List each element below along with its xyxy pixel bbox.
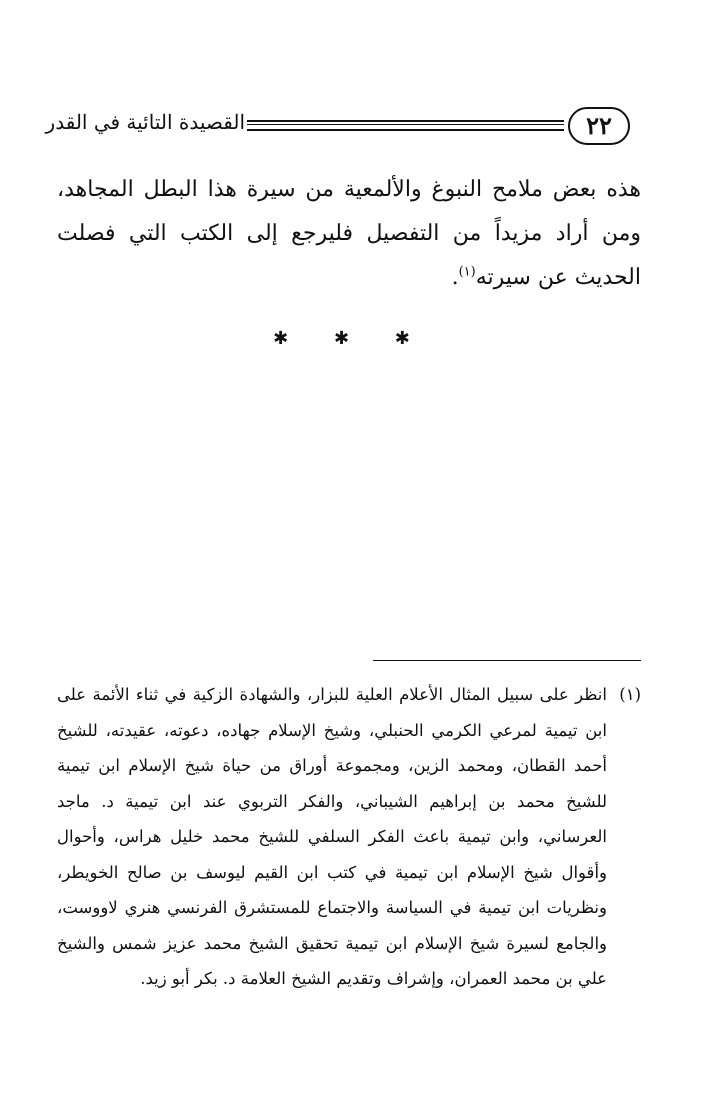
end-punctuation: . (451, 265, 459, 290)
page-number: ٢٢ (568, 107, 630, 145)
section-separator: ✱ ✱ ✱ (273, 328, 430, 349)
footnote-number: (١) (619, 685, 641, 704)
footnote (57, 677, 641, 997)
body-paragraph (57, 168, 641, 300)
footnote-text: انظر على سبيل المثال الأعلام العلية للبزار، والشهادة الزكية في ثناء الأئمة على ابن تيمية لمرعي الكرمي الحنبلي، وشيخ الإسلام جهاده، دعوته، عقيدته، للشيخ أحمد القطان، ومحمد الزين، ومجموعة أوراق من حياة شيخ الإسلام ابن تيمية للشيخ محمد بن إبراهيم الشيباني، والفكر التربوي عند ابن تيمية د. ماجد العرساني، وابن تيمية باعث الفكر السلفي للشيخ محمد خليل هراس، وأحوال وأقوال شيخ الإسلام ابن تيمية في كتب ابن القيم ليوسف بن صالح الخويطر، ونظريات ابن تيمية في السياسة والاجتماع للمستشرق الفرنسي هنري لاووست، والجامع لسيرة شيخ الإسلام ابن تيمية تحقيق الشيخ محمد عزيز شمس والشيخ علي بن محمد العمران، وإشراف وتقديم الشيخ العلامة د. بكر أبو زيد. (57, 685, 607, 988)
header-rule (247, 120, 564, 131)
book-title: القصيدة التائية في القدر (45, 110, 245, 134)
paragraph-text: هذه بعض ملامح النبوغ والألمعية من سيرة هذا البطل المجاهد، ومن أراد مزيداً من التفصيل فليرجع إلى الكتب التي فصلت الحديث عن سيرته (57, 177, 642, 290)
footnote-reference[interactable]: (١) (458, 264, 476, 280)
running-header (45, 104, 630, 154)
footnote-rule (373, 660, 641, 661)
